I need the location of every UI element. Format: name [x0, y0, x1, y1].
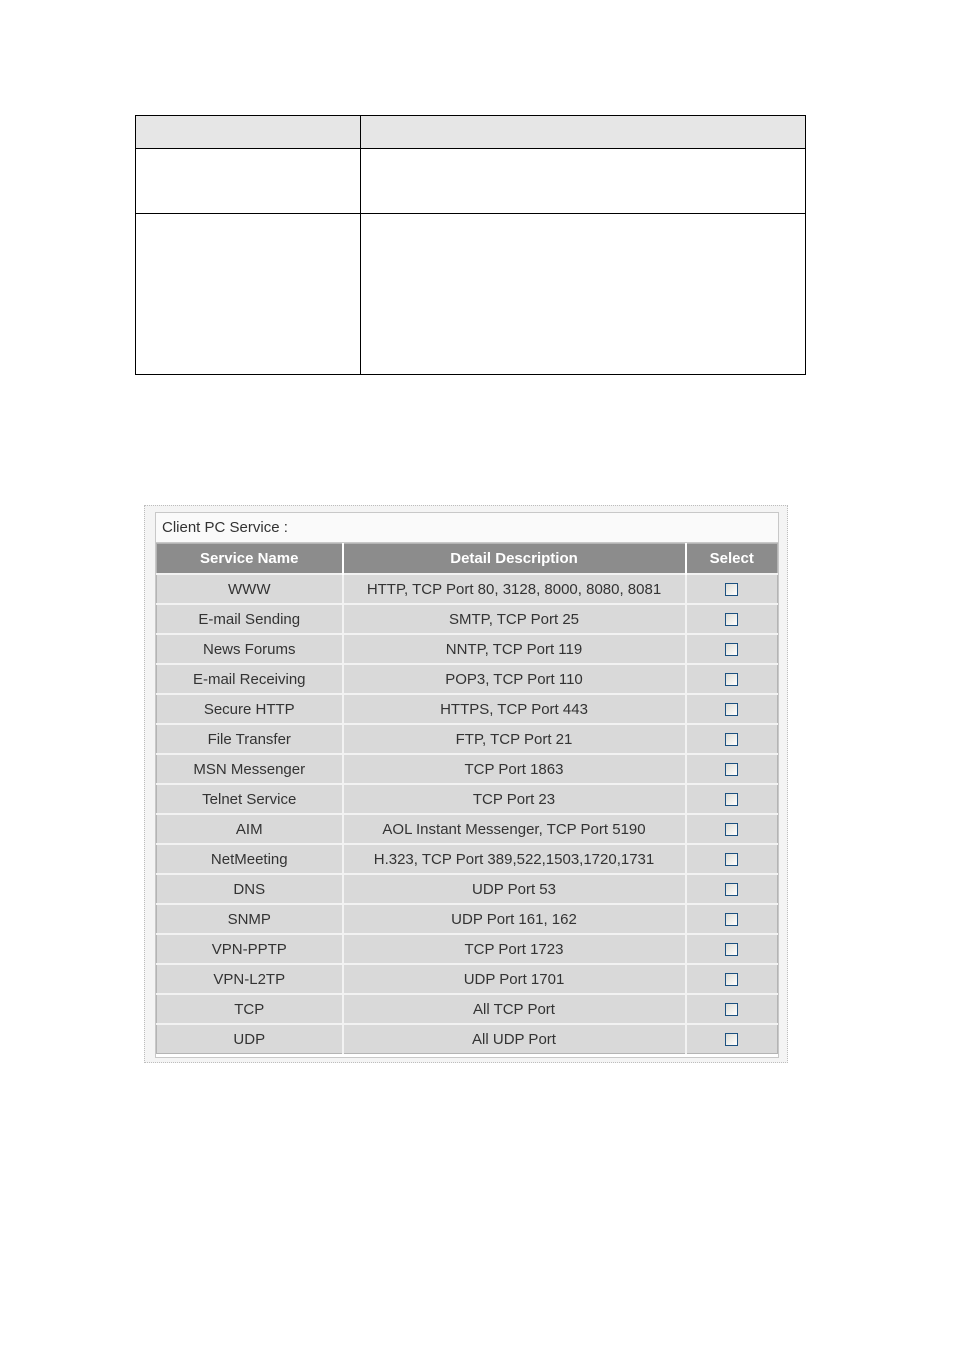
service-name-cell: E-mail Sending	[157, 604, 343, 634]
service-name-cell: VPN-PPTP	[157, 934, 343, 964]
select-checkbox[interactable]	[725, 913, 738, 926]
service-name-cell: MSN Messenger	[157, 754, 343, 784]
service-name-cell: Secure HTTP	[157, 694, 343, 724]
select-cell	[686, 844, 778, 874]
select-cell	[686, 634, 778, 664]
detail-description-cell: AOL Instant Messenger, TCP Port 5190	[343, 814, 686, 844]
detail-description-cell: TCP Port 1723	[343, 934, 686, 964]
table-row	[157, 634, 778, 664]
service-table-header-row	[157, 544, 778, 575]
document-table-cell	[136, 214, 361, 375]
select-cell	[686, 694, 778, 724]
document-table	[135, 115, 806, 375]
select-cell	[686, 664, 778, 694]
select-checkbox[interactable]	[725, 853, 738, 866]
document-table-cell	[361, 214, 806, 375]
table-row	[157, 904, 778, 934]
select-cell	[686, 754, 778, 784]
service-name-cell: News Forums	[157, 634, 343, 664]
select-checkbox[interactable]	[725, 793, 738, 806]
service-name-cell: TCP	[157, 994, 343, 1024]
select-checkbox[interactable]	[725, 1033, 738, 1046]
detail-description-cell: UDP Port 1701	[343, 964, 686, 994]
document-table-cell	[136, 149, 361, 214]
service-name-cell: UDP	[157, 1024, 343, 1054]
detail-description-cell: HTTP, TCP Port 80, 3128, 8000, 8080, 8081	[343, 574, 686, 604]
column-header-service-name: Service Name	[157, 544, 343, 575]
select-cell	[686, 814, 778, 844]
table-row	[157, 604, 778, 634]
service-name-cell: NetMeeting	[157, 844, 343, 874]
document-table-cell	[361, 149, 806, 214]
column-header-detail-description: Detail Description	[343, 544, 686, 575]
detail-description-cell: H.323, TCP Port 389,522,1503,1720,1731	[343, 844, 686, 874]
select-cell	[686, 784, 778, 814]
select-cell	[686, 1024, 778, 1054]
select-cell	[686, 724, 778, 754]
table-row	[157, 664, 778, 694]
select-checkbox[interactable]	[725, 1003, 738, 1016]
detail-description-cell: FTP, TCP Port 21	[343, 724, 686, 754]
select-cell	[686, 604, 778, 634]
service-name-cell: SNMP	[157, 904, 343, 934]
select-cell	[686, 964, 778, 994]
service-name-cell: AIM	[157, 814, 343, 844]
panel-title: Client PC Service :	[156, 513, 778, 543]
select-checkbox[interactable]	[725, 643, 738, 656]
document-table-header-row	[136, 116, 806, 149]
detail-description-cell: NNTP, TCP Port 119	[343, 634, 686, 664]
select-cell	[686, 874, 778, 904]
select-cell	[686, 994, 778, 1024]
table-row	[157, 694, 778, 724]
client-pc-service-panel	[155, 512, 779, 1058]
table-row	[157, 784, 778, 814]
service-table	[156, 543, 778, 1054]
table-row	[157, 754, 778, 784]
select-checkbox[interactable]	[725, 943, 738, 956]
select-checkbox[interactable]	[725, 973, 738, 986]
service-name-cell: WWW	[157, 574, 343, 604]
select-checkbox[interactable]	[725, 583, 738, 596]
service-name-cell: E-mail Receiving	[157, 664, 343, 694]
column-header-select: Select	[686, 544, 778, 575]
document-table-row	[136, 214, 806, 375]
service-name-cell: VPN-L2TP	[157, 964, 343, 994]
service-name-cell: DNS	[157, 874, 343, 904]
table-row	[157, 724, 778, 754]
table-row	[157, 994, 778, 1024]
table-row	[157, 964, 778, 994]
service-name-cell: Telnet Service	[157, 784, 343, 814]
detail-description-cell: TCP Port 23	[343, 784, 686, 814]
detail-description-cell: SMTP, TCP Port 25	[343, 604, 686, 634]
table-row	[157, 874, 778, 904]
detail-description-cell: UDP Port 161, 162	[343, 904, 686, 934]
detail-description-cell: All TCP Port	[343, 994, 686, 1024]
table-row	[157, 844, 778, 874]
select-checkbox[interactable]	[725, 703, 738, 716]
select-checkbox[interactable]	[725, 763, 738, 776]
select-cell	[686, 934, 778, 964]
document-table-cell	[361, 116, 806, 149]
detail-description-cell: TCP Port 1863	[343, 754, 686, 784]
detail-description-cell: POP3, TCP Port 110	[343, 664, 686, 694]
table-row	[157, 574, 778, 604]
select-checkbox[interactable]	[725, 613, 738, 626]
document-table-row	[136, 149, 806, 214]
table-row	[157, 814, 778, 844]
service-name-cell: File Transfer	[157, 724, 343, 754]
select-checkbox[interactable]	[725, 823, 738, 836]
document-table-cell	[136, 116, 361, 149]
table-row	[157, 934, 778, 964]
client-pc-service-frame	[144, 505, 788, 1063]
table-row	[157, 1024, 778, 1054]
select-cell	[686, 574, 778, 604]
select-checkbox[interactable]	[725, 733, 738, 746]
detail-description-cell: All UDP Port	[343, 1024, 686, 1054]
detail-description-cell: UDP Port 53	[343, 874, 686, 904]
select-checkbox[interactable]	[725, 883, 738, 896]
detail-description-cell: HTTPS, TCP Port 443	[343, 694, 686, 724]
select-checkbox[interactable]	[725, 673, 738, 686]
select-cell	[686, 904, 778, 934]
